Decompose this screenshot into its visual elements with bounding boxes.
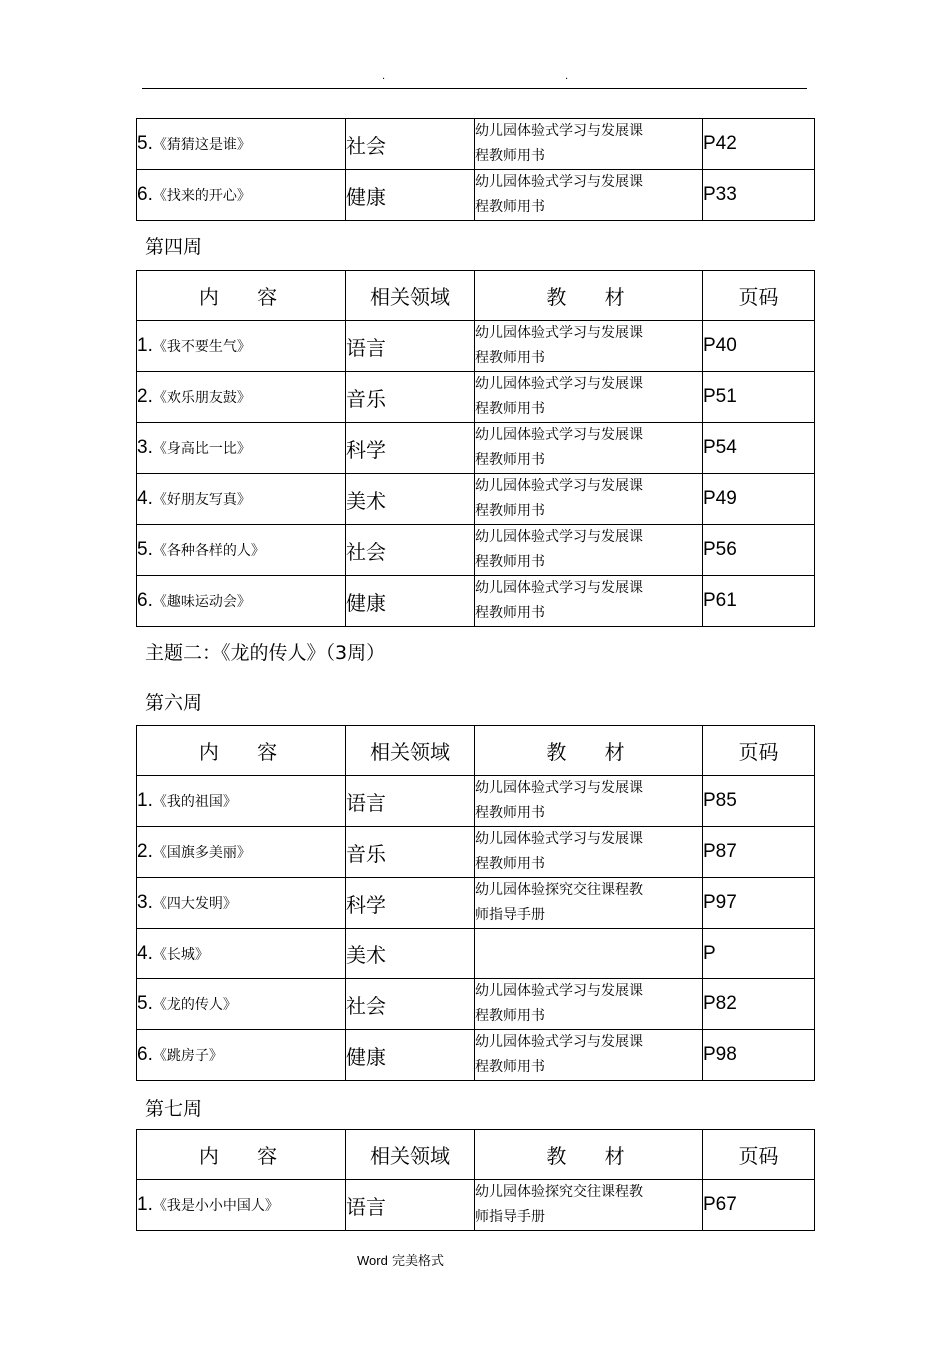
book-line-1: 幼儿园体验探究交往课程教	[475, 882, 643, 898]
item-number: 5.	[137, 133, 153, 154]
book-line-1: 幼儿园体验式学习与发展课	[475, 376, 643, 392]
book-line-1: 幼儿园体验式学习与发展课	[475, 123, 643, 139]
book-line-1: 幼儿园体验式学习与发展课	[475, 427, 643, 443]
book-cell	[475, 1030, 703, 1081]
book-line-2: 程教师用书	[475, 199, 545, 215]
table-row	[137, 119, 815, 170]
table-row	[137, 979, 815, 1030]
content-cell	[137, 474, 346, 525]
item-number: 6.	[137, 590, 153, 611]
item-number: 2.	[137, 841, 153, 862]
page-cell: P67	[703, 1180, 815, 1231]
book-line-1: 幼儿园体验式学习与发展课	[475, 831, 643, 847]
domain-cell: 语言	[346, 776, 475, 827]
book-line-1: 幼儿园体验式学习与发展课	[475, 325, 643, 341]
domain-cell: 健康	[346, 1030, 475, 1081]
table-row	[137, 372, 815, 423]
domain-cell: 科学	[346, 878, 475, 929]
page-cell: P61	[703, 576, 815, 627]
col-header-book: 教 材	[475, 1130, 703, 1180]
book-line-2: 师指导手册	[475, 907, 545, 923]
item-number: 5.	[137, 539, 153, 560]
table-row	[137, 827, 815, 878]
item-title: 《长城》	[152, 946, 209, 963]
book-line-2: 程教师用书	[475, 401, 545, 417]
content-cell	[137, 423, 346, 474]
item-title: 《我是小小中国人》	[152, 1198, 279, 1214]
book-cell	[475, 979, 703, 1030]
domain-cell: 社会	[346, 979, 475, 1030]
book-cell	[475, 776, 703, 827]
book-line-2: 程教师用书	[475, 805, 545, 821]
theme2-heading: 主题二：《龙的传人》（3周）	[145, 642, 386, 664]
book-cell	[475, 423, 703, 474]
table-row	[137, 525, 815, 576]
page-cell: P97	[703, 878, 815, 929]
book-line-2: 程教师用书	[475, 605, 545, 621]
col-header-book: 教 材	[475, 271, 703, 321]
content-cell	[137, 170, 346, 221]
item-number: 1.	[137, 335, 153, 356]
week6-table	[136, 725, 815, 1081]
item-number: 1.	[137, 1194, 153, 1215]
book-line-2: 程教师用书	[475, 350, 545, 366]
domain-cell: 音乐	[346, 372, 475, 423]
table-row	[137, 576, 815, 627]
page-cell: P	[703, 929, 815, 979]
book-line-2: 程教师用书	[475, 148, 545, 164]
table-row	[137, 1030, 815, 1081]
book-cell	[475, 321, 703, 372]
domain-cell: 健康	[346, 170, 475, 221]
book-line-1: 幼儿园体验式学习与发展课	[475, 780, 643, 796]
item-number: 4.	[137, 488, 153, 509]
content-cell	[137, 119, 346, 170]
col-header-page: 页码	[703, 1130, 815, 1180]
book-line-1: 幼儿园体验式学习与发展课	[475, 580, 643, 596]
item-number: 3.	[137, 892, 153, 913]
book-line-2: 程教师用书	[475, 856, 545, 872]
header-dot-left: .	[382, 71, 386, 82]
table-row	[137, 474, 815, 525]
header-dot-right: .	[565, 71, 569, 82]
domain-cell: 社会	[346, 119, 475, 170]
item-number: 4.	[137, 942, 153, 964]
book-cell	[475, 1180, 703, 1231]
domain-cell: 语言	[346, 321, 475, 372]
page-cell: P85	[703, 776, 815, 827]
book-cell	[475, 170, 703, 221]
item-title: 《我不要生气》	[152, 339, 251, 355]
item-title: 《龙的传人》	[152, 997, 237, 1013]
book-line-2: 程教师用书	[475, 503, 545, 519]
footer-word: Word	[357, 1253, 388, 1268]
header-rule	[142, 88, 807, 89]
domain-cell: 美术	[346, 929, 475, 979]
book-cell	[475, 929, 703, 979]
col-header-domain: 相关领域	[346, 1130, 475, 1180]
book-cell	[475, 576, 703, 627]
table-header-row	[137, 271, 815, 321]
item-title: 《身高比一比》	[152, 441, 251, 457]
col-header-domain: 相关领域	[346, 726, 475, 776]
item-title: 《我的祖国》	[152, 794, 237, 810]
table-row	[137, 170, 815, 221]
content-cell	[137, 576, 346, 627]
book-cell	[475, 372, 703, 423]
table-row	[137, 423, 815, 474]
book-line-2: 程教师用书	[475, 554, 545, 570]
page-footer	[357, 1250, 444, 1269]
book-cell	[475, 525, 703, 576]
content-cell	[137, 878, 346, 929]
item-number: 3.	[137, 437, 153, 458]
page-cell: P82	[703, 979, 815, 1030]
book-line-1: 幼儿园体验式学习与发展课	[475, 1034, 643, 1050]
book-line-2: 程教师用书	[475, 1059, 545, 1075]
week4-table	[136, 270, 815, 627]
table-row	[137, 1180, 815, 1231]
col-header-content: 内 容	[137, 271, 346, 321]
page-cell: P33	[703, 170, 815, 221]
table-header-row	[137, 1130, 815, 1180]
col-header-book: 教 材	[475, 726, 703, 776]
item-title: 《国旗多美丽》	[152, 845, 251, 861]
domain-cell: 社会	[346, 525, 475, 576]
table-header-row	[137, 726, 815, 776]
page-cell: P98	[703, 1030, 815, 1081]
table-row	[137, 929, 815, 979]
domain-cell: 科学	[346, 423, 475, 474]
book-line-2: 程教师用书	[475, 1008, 545, 1024]
book-cell	[475, 474, 703, 525]
item-number: 6.	[137, 1044, 153, 1065]
week4-heading: 第四周	[145, 236, 203, 258]
book-cell	[475, 878, 703, 929]
domain-cell: 音乐	[346, 827, 475, 878]
page-cell: P51	[703, 372, 815, 423]
item-number: 1.	[137, 790, 153, 811]
domain-cell: 美术	[346, 474, 475, 525]
col-header-page: 页码	[703, 726, 815, 776]
item-title: 《好朋友写真》	[152, 492, 251, 508]
table-row	[137, 776, 815, 827]
book-line-2: 师指导手册	[475, 1209, 545, 1225]
item-title: 《各种各样的人》	[152, 543, 265, 559]
content-cell	[137, 525, 346, 576]
item-number: 5.	[137, 993, 153, 1014]
table-row	[137, 321, 815, 372]
book-line-1: 幼儿园体验式学习与发展课	[475, 529, 643, 545]
content-cell	[137, 827, 346, 878]
item-title: 《找来的开心》	[152, 188, 251, 204]
week6-heading: 第六周	[145, 692, 203, 714]
page-cell: P87	[703, 827, 815, 878]
col-header-content: 内 容	[137, 726, 346, 776]
week7-table	[136, 1129, 815, 1231]
content-cell	[137, 979, 346, 1030]
item-title: 《四大发明》	[152, 896, 237, 912]
content-cell	[137, 321, 346, 372]
col-header-page: 页码	[703, 271, 815, 321]
book-cell	[475, 827, 703, 878]
content-cell	[137, 776, 346, 827]
item-number: 2.	[137, 386, 153, 407]
item-title: 《猜猜这是谁》	[152, 137, 251, 153]
page-cell: P54	[703, 423, 815, 474]
domain-cell: 健康	[346, 576, 475, 627]
item-number: 6.	[137, 184, 153, 205]
item-title: 《欢乐朋友鼓》	[152, 390, 251, 406]
book-line-1: 幼儿园体验式学习与发展课	[475, 174, 643, 190]
page-cell: P42	[703, 119, 815, 170]
page-cell: P49	[703, 474, 815, 525]
col-header-content: 内 容	[137, 1130, 346, 1180]
item-title: 《跳房子》	[152, 1048, 223, 1064]
table-row	[137, 878, 815, 929]
week7-heading: 第七周	[145, 1098, 203, 1120]
book-line-1: 幼儿园体验探究交往课程教	[475, 1184, 643, 1200]
col-header-domain: 相关领域	[346, 271, 475, 321]
domain-cell: 语言	[346, 1180, 475, 1231]
content-cell	[137, 929, 346, 979]
schedule-table-continued	[136, 118, 815, 221]
book-line-1: 幼儿园体验式学习与发展课	[475, 983, 643, 999]
book-cell	[475, 119, 703, 170]
footer-text: 完美格式	[387, 1254, 444, 1269]
content-cell	[137, 1180, 346, 1231]
page-cell: P40	[703, 321, 815, 372]
content-cell	[137, 372, 346, 423]
book-line-1: 幼儿园体验式学习与发展课	[475, 478, 643, 494]
item-title: 《趣味运动会》	[152, 594, 251, 610]
book-line-2: 程教师用书	[475, 452, 545, 468]
page-cell: P56	[703, 525, 815, 576]
content-cell	[137, 1030, 346, 1081]
